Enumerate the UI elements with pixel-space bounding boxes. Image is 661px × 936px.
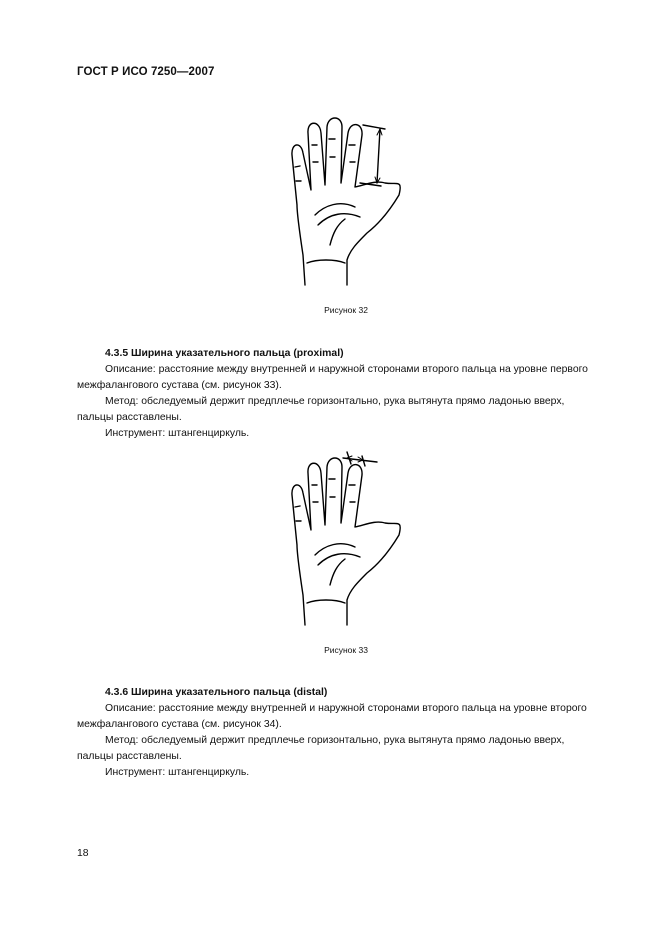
section-heading: 4.3.6 Ширина указательного пальца (distal) xyxy=(105,687,328,698)
method-text: Метод: обследуемый держит предплечье горизонтально, рука вытянута прямо ладонью вверх, xyxy=(105,735,565,746)
method-text: Метод: обследуемый держит предплечье горизонтально, рука вытянута прямо ладонью вверх, xyxy=(105,396,565,407)
method-text-continued: пальцы расставлены. xyxy=(77,751,182,762)
description-text: Описание: расстояние между внутренней и наружной сторонами второго пальца на уровне второго xyxy=(105,703,587,714)
hand-palm-icon xyxy=(285,115,410,290)
section-heading: 4.3.5 Ширина указательного пальца (proximal) xyxy=(105,348,344,359)
figure-33-caption: Рисунок 33 xyxy=(324,645,368,655)
method-text-continued: пальцы расставлены. xyxy=(77,412,182,423)
description-text-continued: межфалангового сустава (см. рисунок 34). xyxy=(77,719,282,730)
instrument-text: Инструмент: штангенциркуль. xyxy=(105,428,250,439)
figure-32-caption: Рисунок 32 xyxy=(324,305,368,315)
document-header: ГОСТ Р ИСО 7250—2007 xyxy=(77,66,215,78)
figure-32-hand-illustration xyxy=(285,115,410,290)
instrument-text: Инструмент: штангенциркуль. xyxy=(105,767,250,778)
section-4-3-6 xyxy=(77,685,614,781)
description-text: Описание: расстояние между внутренней и наружной сторонами второго пальца на уровне первого xyxy=(105,364,588,375)
description-text-continued: межфалангового сустава (см. рисунок 33). xyxy=(77,380,282,391)
hand-palm-icon xyxy=(285,450,410,630)
page-number: 18 xyxy=(77,848,89,859)
figure-33-hand-illustration xyxy=(285,450,410,630)
section-4-3-5 xyxy=(77,346,614,442)
